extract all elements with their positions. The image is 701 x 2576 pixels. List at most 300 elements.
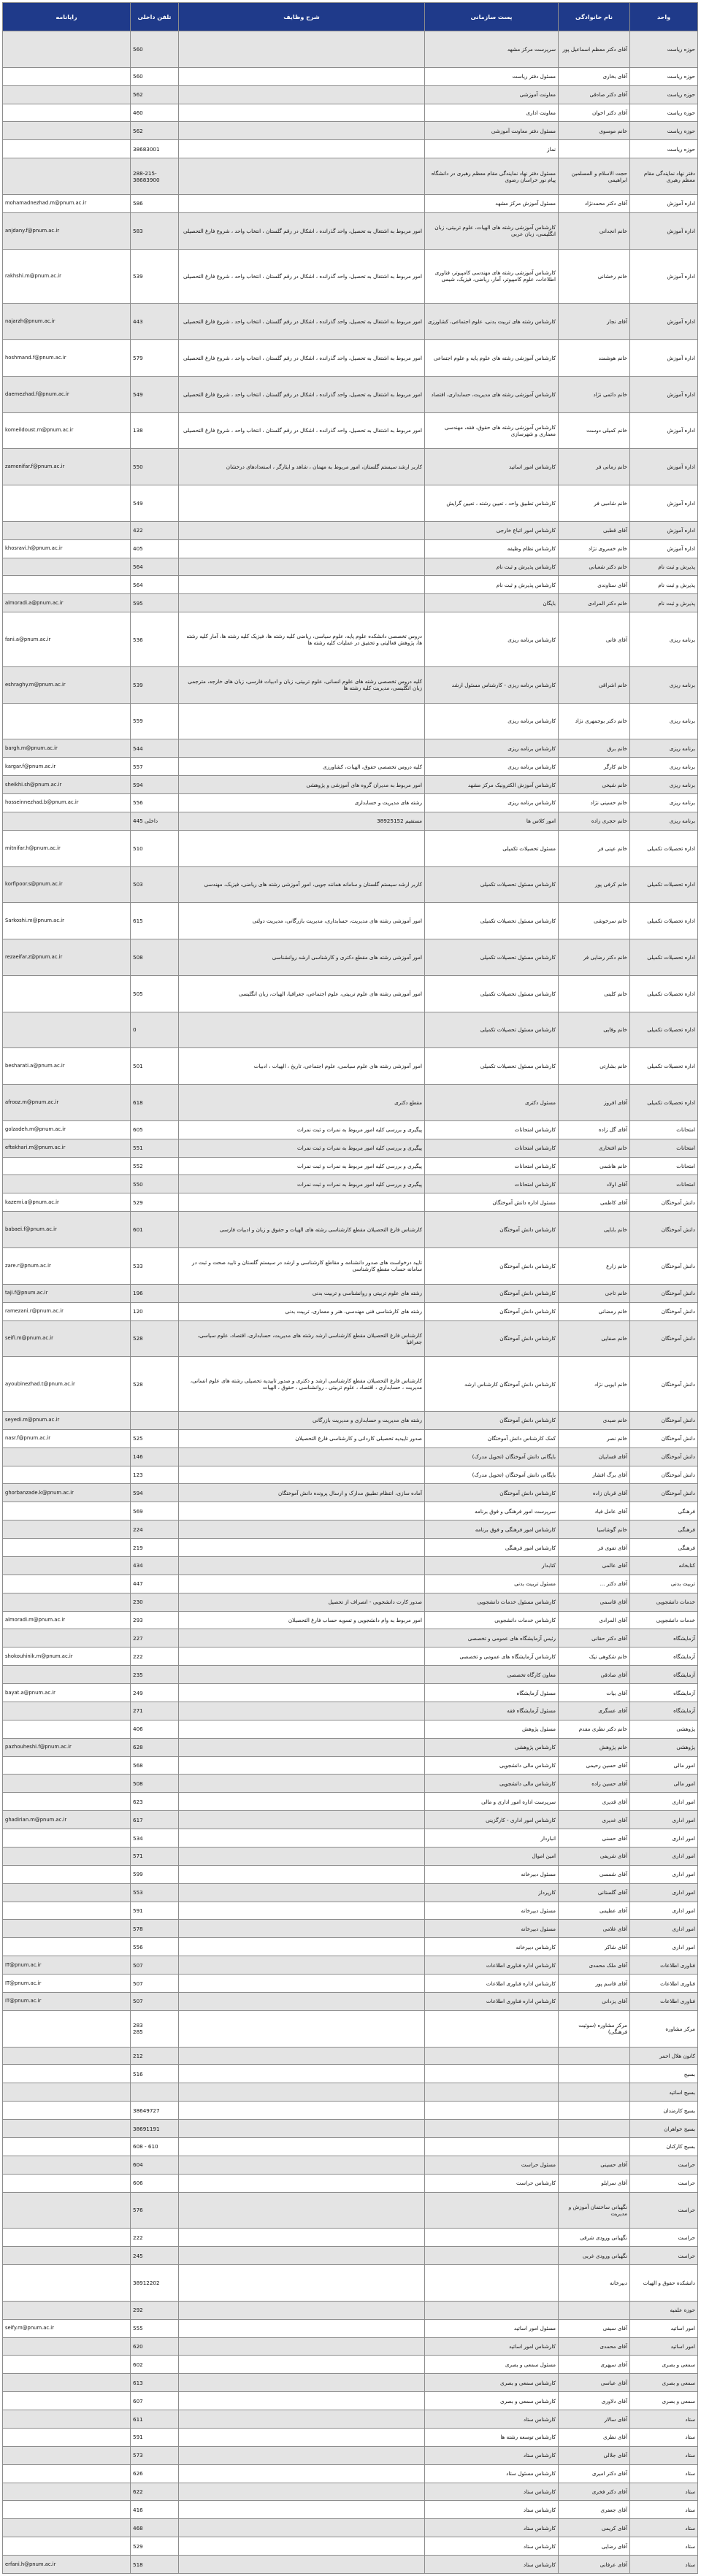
table-cell-email[interactable]: korfipoor.s@pnum.ac.ir: [3, 866, 131, 903]
table-row: [3, 1357, 698, 1412]
table-cell-tel: 508: [131, 1775, 179, 1793]
table-row: [3, 1193, 698, 1212]
table-cell-tel: 460: [131, 104, 179, 122]
table-cell-email: [3, 576, 131, 594]
table-row: [3, 539, 698, 558]
table-cell-email[interactable]: sheikhi.sh@pnum.ac.ir: [3, 776, 131, 794]
table-cell-unit: دانش آموختگان: [630, 1357, 698, 1412]
table-cell-unit: پذیرش و ثبت نام: [630, 594, 698, 612]
table-row: [3, 1157, 698, 1175]
table-row: [3, 1629, 698, 1648]
table-row: [3, 2374, 698, 2392]
table-row: [3, 2410, 698, 2429]
table-cell-email: [3, 2392, 131, 2410]
table-cell-email: [3, 104, 131, 122]
table-cell-post: [425, 2265, 559, 2302]
table-cell-name: آقای حسنی: [559, 1829, 630, 1848]
table-cell-email[interactable]: IT@pnum.ac.ir: [3, 1992, 131, 2010]
table-cell-email[interactable]: mitnifar.h@pnum.ac.ir: [3, 830, 131, 866]
table-cell-desc: [179, 2428, 425, 2446]
table-cell-tel: 604: [131, 2156, 179, 2174]
table-cell-desc: [179, 2319, 425, 2337]
table-row: [3, 612, 698, 667]
table-cell-desc: امور مربوط به مدیران گروه های آموزشی و پژوهشی: [179, 776, 425, 794]
table-cell-name: آقای سیفی: [559, 2319, 630, 2337]
table-cell-post: امور کلاس ها: [425, 812, 559, 830]
table-cell-tel: 562: [131, 122, 179, 140]
table-cell-unit: ستاد: [630, 2556, 698, 2574]
table-cell-email[interactable]: hosseinnezhad.b@pnum.ac.ir: [3, 793, 131, 812]
table-cell-tel: [131, 1411, 179, 1429]
table-cell-tel: 559: [131, 703, 179, 739]
table-cell-unit: اداره تحصیلات تکمیلی: [630, 975, 698, 1012]
table-row: [3, 2337, 698, 2356]
table-cell-post: مسئول دبیرخانه: [425, 1920, 559, 1938]
table-cell-name: خانم دکتر رضایی فر: [559, 939, 630, 976]
table-cell-email[interactable]: khosravi.h@pnum.ac.ir: [3, 539, 131, 558]
table-cell-email[interactable]: almoradi.a@pnum.ac.ir: [3, 594, 131, 612]
table-cell-post: کارشناس دانش آموختگان: [425, 1248, 559, 1285]
table-cell-unit: ستاد: [630, 2464, 698, 2483]
table-cell-name: آقای دکتر اخوان: [559, 104, 630, 122]
table-cell-post: کارشناس پذیرش و ثبت نام: [425, 576, 559, 594]
table-cell-name: خانم کلینی: [559, 975, 630, 1012]
table-cell-post: کارشناس تطبیق واحد ، تعیین رشته ، تعیین گرایش: [425, 485, 559, 522]
table-cell-tel: 606: [131, 2174, 179, 2192]
table-cell-desc: دروس تخصصی دانشکده علوم پایه، علوم سیاسی، ریاضی کلیه رشته ها، فیزیک کلیه رشته ها، آمار کلیه رشته ها، پژوهش فعالیتی و تحقیق در عملیات کلیه رشته ها: [179, 612, 425, 667]
table-cell-email[interactable]: nasr.f@pnum.ac.ir: [3, 1429, 131, 1447]
table-cell-name: آقای محمدی: [559, 2337, 630, 2356]
table-cell-desc: [179, 1829, 425, 1848]
table-cell-tel: 591: [131, 1902, 179, 1920]
table-cell-post: کارشناس پذیرش و ثبت نام: [425, 558, 559, 576]
table-cell-post: سرپرست امور فرهنگی و فوق برنامه: [425, 1502, 559, 1520]
table-cell-email[interactable]: babaei.f@pnum.ac.ir: [3, 1212, 131, 1248]
table-cell-desc: [179, 594, 425, 612]
table-cell-desc: [179, 1920, 425, 1938]
table-cell-post: کارشناس مسئول تحصیلات تکمیلی: [425, 1012, 559, 1048]
table-cell-desc: امور مربوط به اشتغال به تحصیل، واحد گذرانده ، اشکال در رقم گلستان ، انتخاب واحد ، شروع فارغ التحصیلی: [179, 249, 425, 304]
table-cell-desc: [179, 2174, 425, 2192]
table-cell-email: [3, 1793, 131, 1811]
table-cell-post: کارشناس امور اساتید: [425, 2337, 559, 2356]
table-row: [3, 1484, 698, 1502]
table-cell-desc: [179, 1756, 425, 1775]
table-cell-email: [3, 2428, 131, 2446]
table-row: [3, 1756, 698, 1775]
table-body: [3, 31, 698, 2574]
table-cell-tel: 573: [131, 2446, 179, 2464]
table-cell-email[interactable]: rezaeifar.z@pnum.ac.ir: [3, 939, 131, 976]
table-cell-tel: 544: [131, 739, 179, 758]
table-row: [3, 2519, 698, 2537]
table-cell-tel: 249: [131, 1684, 179, 1702]
table-cell-desc: امور آموزشی رشته های مقطع دکتری و کارشناسی ارشد روانشناسی: [179, 939, 425, 976]
table-row: [3, 2392, 698, 2410]
table-cell-unit: ستاد: [630, 2519, 698, 2537]
table-row: [3, 104, 698, 122]
table-cell-email: [3, 1556, 131, 1575]
table-cell-email: [3, 31, 131, 68]
table-cell-name: خانم برق: [559, 739, 630, 758]
table-cell-email[interactable]: hoshmand.f@pnum.ac.ir: [3, 339, 131, 376]
table-row: [3, 1212, 698, 1248]
table-row: [3, 903, 698, 939]
table-cell-email: [3, 2065, 131, 2083]
table-cell-tel: 617: [131, 1811, 179, 1829]
table-cell-email: [3, 1447, 131, 1466]
table-cell-post: کارشناس برنامه ریزی: [425, 739, 559, 758]
table-cell-unit: اداره آموزش: [630, 212, 698, 249]
table-cell-tel: 0: [131, 1012, 179, 1048]
table-cell-post: کارشناس امور فرهنگی و فوق برنامه: [425, 1520, 559, 1539]
table-cell-name: خانم صفایی: [559, 1320, 630, 1357]
table-row: [3, 1248, 698, 1285]
table-cell-tel: 622: [131, 2483, 179, 2501]
table-row: [3, 1975, 698, 1993]
table-cell-tel: 551: [131, 1139, 179, 1157]
table-cell-email[interactable]: najarzh@pnum.ac.ir: [3, 304, 131, 340]
table-cell-email: [3, 158, 131, 195]
table-row: [3, 1702, 698, 1720]
table-cell-email: [3, 1883, 131, 1902]
table-cell-email[interactable]: zamenifar.f@pnum.ac.ir: [3, 449, 131, 485]
table-cell-unit: دانش آموختگان: [630, 1484, 698, 1502]
table-cell-name: خانم کرفی پور: [559, 866, 630, 903]
table-cell-desc: کلیه دروس تخصصی حقوق، الهیات، کشاورزی: [179, 758, 425, 776]
table-cell-email[interactable]: seify.m@pnum.ac.ir: [3, 2319, 131, 2337]
table-cell-desc: [179, 2065, 425, 2083]
table-row: [3, 1847, 698, 1865]
table-row: [3, 1520, 698, 1539]
table-row: [3, 793, 698, 812]
table-cell-name: آقای سالار: [559, 2410, 630, 2429]
table-cell-name: آقای غلامی: [559, 1920, 630, 1938]
table-cell-email[interactable]: ghadirian.m@pnum.ac.ir: [3, 1811, 131, 1829]
table-row: [3, 594, 698, 612]
table-cell-unit: اداره تحصیلات تکمیلی: [630, 866, 698, 903]
table-cell-desc: [179, 1938, 425, 1956]
table-cell-email[interactable]: daemezhad.f@pnum.ac.ir: [3, 376, 131, 412]
table-row: [3, 1775, 698, 1793]
table-cell-tel: 293: [131, 1611, 179, 1629]
table-row: [3, 558, 698, 576]
table-cell-email[interactable]: seifi.m@pnum.ac.ir: [3, 1320, 131, 1357]
table-cell-post: [425, 2083, 559, 2102]
table-cell-post: کارشناس برنامه ریزی: [425, 612, 559, 667]
table-cell-name: خانم رمضانی: [559, 1302, 630, 1320]
table-cell-unit: اداره تحصیلات تکمیلی: [630, 939, 698, 976]
table-cell-tel: 578: [131, 1920, 179, 1938]
table-cell-name: خانم پژوهش: [559, 1738, 630, 1756]
table-cell-post: کارشناس امور اساتید: [425, 449, 559, 485]
table-cell-email[interactable]: eshraghy.m@pnum.ac.ir: [3, 666, 131, 703]
table-cell-desc: رشته های مدیریت و حسابداری: [179, 793, 425, 812]
table-cell-post: مسئول دبیرخانه: [425, 1902, 559, 1920]
table-cell-tel: 615: [131, 903, 179, 939]
table-row: [3, 194, 698, 212]
table-cell-post: [425, 2065, 559, 2083]
table-row: [3, 666, 698, 703]
table-cell-email[interactable]: fani.a@pnum.ac.ir: [3, 612, 131, 667]
table-cell-tel: 628: [131, 1738, 179, 1756]
table-cell-post: مسئول دفتر نهاد نمایندگی مقام معظم رهبری در دانشگاه پیام نور خراسان رضوی: [425, 158, 559, 195]
table-cell-post: مسئول آموزش مرکز مشهد: [425, 194, 559, 212]
table-cell-post: کارشناس ستاد: [425, 2501, 559, 2519]
table-cell-tel: 560: [131, 31, 179, 68]
table-cell-desc: [179, 104, 425, 122]
table-cell-tel: 564: [131, 558, 179, 576]
table-cell-tel: 583: [131, 212, 179, 249]
table-cell-tel: 138: [131, 412, 179, 449]
table-cell-desc: [179, 2483, 425, 2501]
table-cell-name: آقای افروز: [559, 1085, 630, 1121]
table-cell-unit: بسیج خواهران: [630, 2120, 698, 2138]
table-cell-tel: 434: [131, 1556, 179, 1575]
table-cell-name: آقای کریمی: [559, 2519, 630, 2537]
table-cell-tel: 601: [131, 1212, 179, 1248]
table-cell-tel: 557: [131, 758, 179, 776]
table-cell-tel: 571: [131, 1847, 179, 1865]
table-cell-tel: 594: [131, 1484, 179, 1502]
table-cell-email: [3, 2120, 131, 2138]
table-cell-name: خانم شامبی فر: [559, 485, 630, 522]
table-row: [3, 2301, 698, 2319]
table-cell-email[interactable]: ramezani.r@pnum.ac.ir: [3, 1302, 131, 1320]
table-cell-email: [3, 2483, 131, 2501]
table-cell-post: مسئول تحصیلات تکمیلی: [425, 830, 559, 866]
table-row: [3, 2102, 698, 2120]
table-cell-email[interactable]: golzadeh.m@pnum.ac.ir: [3, 1120, 131, 1139]
table-cell-unit: حوزه ریاست: [630, 85, 698, 104]
table-cell-desc: رشته های مدیریت و حسابداری و مدیریت بازرگانی: [179, 1411, 425, 1429]
table-row: [3, 1883, 698, 1902]
table-row: [3, 1502, 698, 1520]
table-cell-unit: امور اداری: [630, 1902, 698, 1920]
header-post: پست سازمانی: [425, 3, 559, 31]
table-cell-unit: اداره تحصیلات تکمیلی: [630, 830, 698, 866]
table-cell-email: [3, 2410, 131, 2429]
table-cell-post: کارشناس ستاد: [425, 2556, 559, 2574]
table-cell-unit: برنامه ریزی: [630, 703, 698, 739]
table-cell-email: [3, 1466, 131, 1484]
table-cell-name: نگهبانی ورودی غربی: [559, 2247, 630, 2265]
table-cell-unit: ستاد: [630, 2410, 698, 2429]
table-row: [3, 1085, 698, 1121]
table-cell-unit: امور اداری: [630, 1865, 698, 1883]
header-name: نام خانوادگی: [559, 3, 630, 31]
table-cell-name: خانم کارگر: [559, 758, 630, 776]
table-cell-tel: 608 - 610: [131, 2137, 179, 2156]
table-cell-name: خانم هوشمند: [559, 339, 630, 376]
table-cell-email[interactable]: zare.r@pnum.ac.ir: [3, 1248, 131, 1285]
table-cell-desc: [179, 158, 425, 195]
table-cell-email[interactable]: afrooz.m@pnum.ac.ir: [3, 1085, 131, 1121]
table-cell-unit: اداره آموزش: [630, 376, 698, 412]
table-cell-post: کارشناس آموزش الکترونیک مرکز مشهد: [425, 776, 559, 794]
table-cell-email: [3, 485, 131, 522]
table-row: [3, 1120, 698, 1139]
table-cell-email: [3, 1902, 131, 1920]
table-cell-name: آقای دکتر معظم اسماعیل پور: [559, 31, 630, 68]
table-cell-email[interactable]: Sarkoshi.m@pnum.ac.ir: [3, 903, 131, 939]
table-cell-unit: امتحانات: [630, 1157, 698, 1175]
table-cell-unit: بسیج: [630, 2065, 698, 2083]
table-cell-post: کارشناس برنامه ریزی - کارشناس مسئول ارشد: [425, 666, 559, 703]
table-cell-email[interactable]: ayoubinezhad.t@pnum.ac.ir: [3, 1357, 131, 1412]
table-cell-email: [3, 1865, 131, 1883]
table-cell-email: [3, 2265, 131, 2302]
table-cell-name: آقای سپهری: [559, 2356, 630, 2374]
table-cell-tel: 146: [131, 1447, 179, 1466]
table-cell-unit: فناوری اطلاعات: [630, 1975, 698, 1993]
table-cell-tel: 196: [131, 1284, 179, 1302]
table-cell-email[interactable]: pazhouheshi.f@pnum.ac.ir: [3, 1738, 131, 1756]
table-cell-email: [3, 1666, 131, 1684]
table-cell-post: [425, 2102, 559, 2120]
table-cell-desc: امور آموزشی رشته های علوم سیاسی، علوم اجتماعی، تاریخ ، الهیات ، ادبیات: [179, 1048, 425, 1085]
table-cell-unit: دانش آموختگان: [630, 1193, 698, 1212]
header-tel: تلفن داخلی: [131, 3, 179, 31]
table-cell-desc: [179, 576, 425, 594]
table-row: [3, 1938, 698, 1956]
table-cell-post: کارشناس ستاد: [425, 2446, 559, 2464]
table-cell-post: معاونت اداری: [425, 104, 559, 122]
table-cell-unit: اداره آموزش: [630, 449, 698, 485]
table-cell-unit: حراست: [630, 2229, 698, 2247]
table-cell-tel: 38649727: [131, 2102, 179, 2120]
table-cell-email: [3, 1920, 131, 1938]
table-cell-email: [3, 1012, 131, 1048]
table-cell-post: [425, 2120, 559, 2138]
table-cell-unit: حراست: [630, 2247, 698, 2265]
table-cell-email: [3, 1175, 131, 1193]
table-cell-email: [3, 2356, 131, 2374]
table-cell-unit: فناوری اطلاعات: [630, 1956, 698, 1975]
table-cell-desc: [179, 1847, 425, 1865]
table-row: [3, 449, 698, 485]
table-cell-email[interactable]: bayat.a@pnum.ac.ir: [3, 1684, 131, 1702]
table-row: [3, 2356, 698, 2374]
table-cell-tel: 416: [131, 2501, 179, 2519]
table-cell-tel: 507: [131, 1992, 179, 2010]
table-cell-unit: ستاد: [630, 2483, 698, 2501]
table-row: [3, 758, 698, 776]
table-cell-email[interactable]: almoradi.m@pnum.ac.ir: [3, 1611, 131, 1629]
table-cell-email[interactable]: IT@pnum.ac.ir: [3, 1956, 131, 1975]
table-cell-post: کارشناس حراست: [425, 2174, 559, 2192]
table-cell-email[interactable]: shokouhinik.m@pnum.ac.ir: [3, 1648, 131, 1666]
table-cell-email: [3, 85, 131, 104]
table-cell-name: خانم اشراقی: [559, 666, 630, 703]
table-cell-tel: 447: [131, 1575, 179, 1593]
table-cell-name: خانم ایوبی نژاد: [559, 1357, 630, 1412]
table-cell-email[interactable]: mohamadnezhad.m@pnum.ac.ir: [3, 194, 131, 212]
table-cell-desc: صدور تاییدیه تحصیلی کاردانی و کارشناسی فارغ التحصیلان: [179, 1429, 425, 1447]
table-cell-email[interactable]: komeildoust.m@pnum.ac.ir: [3, 412, 131, 449]
table-cell-tel: 620: [131, 2337, 179, 2356]
table-cell-email[interactable]: kargar.f@pnum.ac.ir: [3, 758, 131, 776]
table-cell-name: خانم تاجی: [559, 1284, 630, 1302]
table-cell-name: خانم گوشاسیا: [559, 1520, 630, 1539]
table-cell-desc: پیگیری و بررسی کلیه امور مربوط به نمرات و ثبت نمرات: [179, 1157, 425, 1175]
table-cell-email[interactable]: besharati.a@pnum.ac.ir: [3, 1048, 131, 1085]
table-cell-tel: 120: [131, 1302, 179, 1320]
table-cell-name: خانم صیدی: [559, 1411, 630, 1429]
table-cell-unit: حوزه ریاست: [630, 140, 698, 158]
table-cell-tel: 555: [131, 2319, 179, 2337]
table-row: [3, 866, 698, 903]
table-cell-unit: امتحانات: [630, 1175, 698, 1193]
table-cell-tel: 539: [131, 249, 179, 304]
table-row: [3, 158, 698, 195]
table-cell-desc: [179, 2556, 425, 2574]
table-cell-desc: [179, 2120, 425, 2138]
table-cell-tel: 539: [131, 666, 179, 703]
table-cell-tel: 552: [131, 1157, 179, 1175]
table-cell-email[interactable]: IT@pnum.ac.ir: [3, 1975, 131, 1993]
table-cell-tel: 549: [131, 376, 179, 412]
table-cell-tel: 623: [131, 1793, 179, 1811]
table-cell-post: کارشناس مسئول تحصیلات تکمیلی: [425, 866, 559, 903]
table-cell-email[interactable]: eftekhari.m@pnum.ac.ir: [3, 1139, 131, 1157]
header-desc: شرح وظایف: [179, 3, 425, 31]
table-cell-desc: [179, 1720, 425, 1738]
table-cell-unit: امتحانات: [630, 1120, 698, 1139]
table-cell-email[interactable]: bargh.m@pnum.ac.ir: [3, 739, 131, 758]
table-cell-unit: حوزه ریاست: [630, 104, 698, 122]
table-cell-email[interactable]: kazemi.a@pnum.ac.ir: [3, 1193, 131, 1212]
table-cell-post: کارشناس توسعه رشته ها: [425, 2428, 559, 2446]
table-row: [3, 939, 698, 976]
table-cell-tel: 594: [131, 776, 179, 794]
table-cell-name: خانم خسروی نژاد: [559, 539, 630, 558]
table-cell-tel: 271: [131, 1702, 179, 1720]
table-cell-name: آقای فانی: [559, 612, 630, 667]
table-cell-name: آقای تقوی فر: [559, 1539, 630, 1557]
table-cell-tel: 212: [131, 2047, 179, 2065]
table-cell-name: خانم دکتر شعبانی: [559, 558, 630, 576]
table-cell-unit: خدمات دانشجویی: [630, 1611, 698, 1629]
table-cell-email: [3, 2174, 131, 2192]
table-cell-tel: 510: [131, 830, 179, 866]
table-cell-email[interactable]: taji.f@pnum.ac.ir: [3, 1284, 131, 1302]
table-cell-email[interactable]: ghorbanzade.k@pnum.ac.ir: [3, 1484, 131, 1502]
table-row: [3, 67, 698, 85]
table-cell-email[interactable]: erfani.h@pnum.ac.ir: [3, 2556, 131, 2574]
table-cell-unit: امور اداری: [630, 1829, 698, 1848]
table-cell-email[interactable]: seyedi.m@pnum.ac.ir: [3, 1411, 131, 1429]
table-cell-post: کارشناس ستاد: [425, 2519, 559, 2537]
table-cell-email[interactable]: anjdany.f@pnum.ac.ir: [3, 212, 131, 249]
table-cell-unit: سمعی و بصری: [630, 2356, 698, 2374]
table-row: [3, 2192, 698, 2229]
table-cell-desc: رشته های علوم تربیتی و روانشناسی و تربیت بدنی: [179, 1284, 425, 1302]
table-cell-email[interactable]: rakhshi.m@pnum.ac.ir: [3, 249, 131, 304]
table-cell-post: مسئول حراست: [425, 2156, 559, 2174]
table-cell-unit: آزمایشگاه: [630, 1629, 698, 1648]
table-cell-email: [3, 2446, 131, 2464]
table-cell-name: آقای رضایی: [559, 2537, 630, 2556]
table-cell-post: مسئول آزمایشگاه: [425, 1684, 559, 1702]
table-cell-tel: 549: [131, 485, 179, 522]
table-cell-unit: آزمایشگاه: [630, 1648, 698, 1666]
table-row: [3, 304, 698, 340]
table-cell-unit: تربیت بدنی: [630, 1575, 698, 1593]
table-cell-post: کارشناس آموزشی رشته های علوم پایه و علوم اجتماعی: [425, 339, 559, 376]
table-cell-post: رئیس آزمایشگاه های عمومی و تخصصی: [425, 1629, 559, 1648]
table-row: [3, 1865, 698, 1883]
